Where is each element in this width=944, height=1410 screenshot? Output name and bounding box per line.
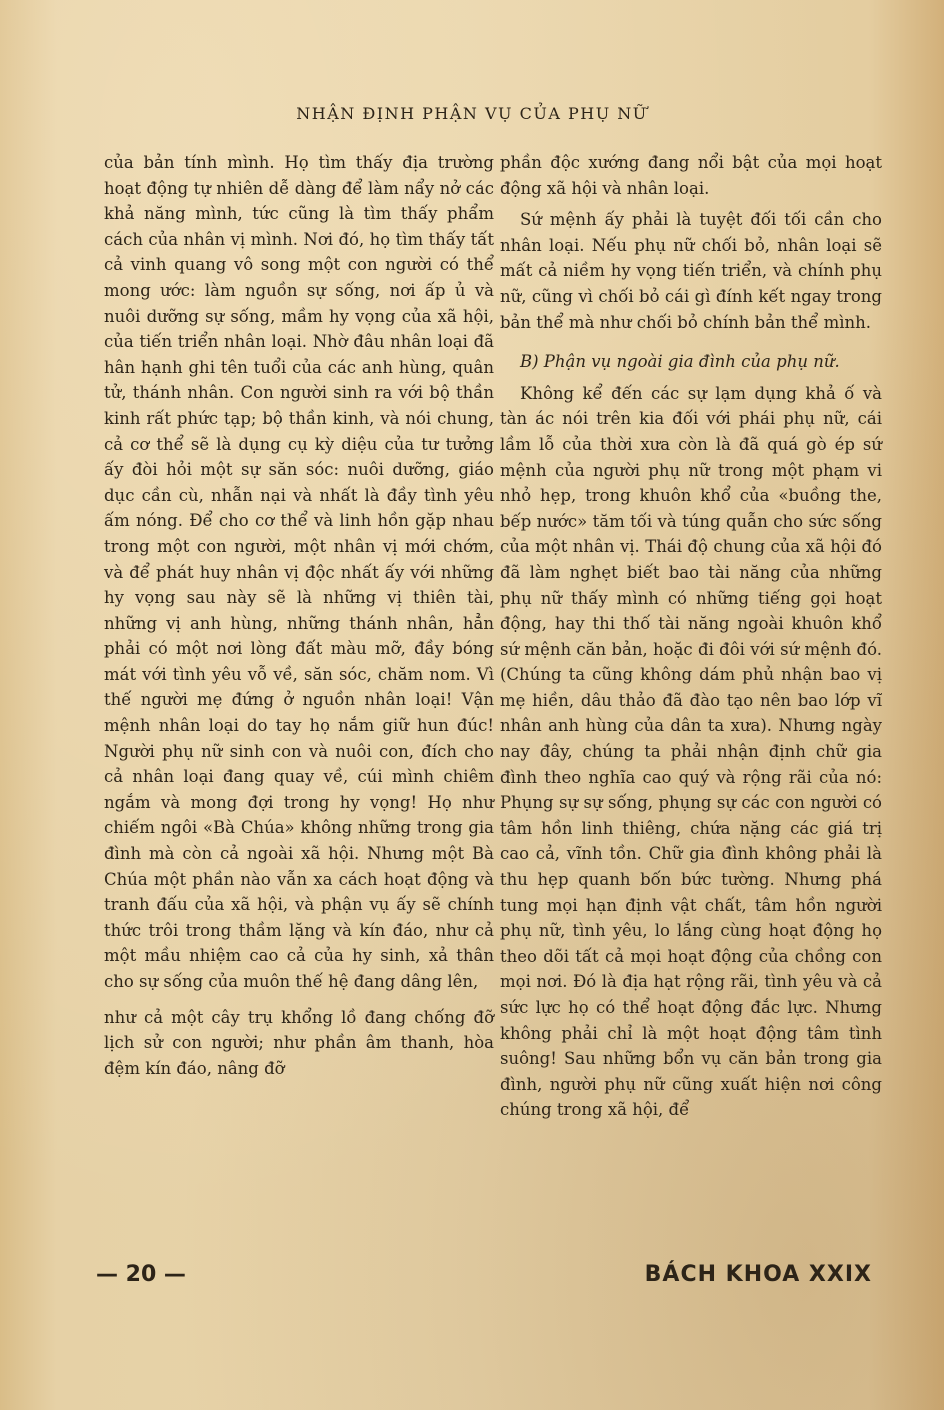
right-paragraph-3: Không kể đến các sự lạm dụng khả ố và tàn ác nói trên kia đối với phái phụ nữ, cái lầm lỗ của thời xưa còn là đã quá gò ép sứ mệnh của người phụ nữ trong một phạm vi nhỏ hẹp, trong khuôn khổ của «buồng the, bếp nước» tăm tối và túng quẫn cho sức sống của một nhân vị. Thái độ chung của xã hội đó đã làm nghẹt biết bao tài năng của những phụ nữ thấy mình có những tiếng gọi hoạt động, hay thi thố tài năng ngoài khuôn khổ sứ mệnh căn bản, hoặc đi đôi với sứ mệnh đó. (Chúng ta cũng không dám phủ nhận bao vị mẹ hiền, dâu thảo đã đào tạo nên bao lớp vĩ nhân anh hùng của dân ta xưa). Nhưng ngày nay đây, chúng ta phải nhận định chữ gia đình theo nghĩa cao quý và rộng rãi của nó: Phụng sự sự sống, phụng sự các con người có tâm hồn linh thiêng, chứa nặng các giá trị cao cả, vĩnh tồn. Chữ gia đình không phải là thu hẹp quanh bốn bức tường. Nhưng phá tung mọi hạn định vật chất, tâm hồn người phụ nữ, tình yêu, lo lắng cùng hoạt động họ theo dõi tất cả mọi hoạt động của chồng con mọi nơi. Đó là địa hạt rộng rãi, tình yêu và cả sức lực họ có thể hoạt động đắc lực. Nhưng không phải chỉ là một hoạt động tâm tình suông! Sau những bổn vụ căn bản trong gia đình, người phụ nữ cũng xuất hiện nơi công chúng trong xã hội, để — [500, 383, 882, 1120]
magazine-title: BÁCH KHOA XXIX — [644, 1262, 872, 1287]
running-head: NHẬN ĐỊNH PHẬN VỤ CỦA PHỤ NỮ — [296, 104, 648, 123]
left-column — [104, 150, 494, 1081]
left-paragraph-2: như cả một cây trụ khổng lồ đang chống đỡ lịch sử con người; như phần âm thanh, hòa đệm kín đáo, nâng đỡ — [104, 1007, 494, 1078]
right-paragraph-1: phần độc xướng đang nổi bật của mọi hoạt động xã hội và nhân loại. — [500, 153, 882, 198]
right-column — [500, 150, 882, 1123]
right-paragraph-2: Sứ mệnh ấy phải là tuyệt đối tối cần cho nhân loại. Nếu phụ nữ chối bỏ, nhân loại sẽ mất cả niềm hy vọng tiến triển, và chính phụ nữ, cũng vì chối bỏ cái gì đính kết ngay trong bản thể mà như chối bỏ chính bản thể mình. — [500, 210, 882, 332]
page-number: — 20 — — [96, 1262, 186, 1287]
section-subheading: B) Phận vụ ngoài gia đình của phụ nữ. — [520, 352, 840, 372]
left-paragraph-1: của bản tính mình. Họ tìm thấy địa trường hoạt động tự nhiên dễ dàng để làm nẩy nở các khả năng mình, tức cũng là tìm thấy phẩm cách của nhân vị mình. Nơi đó, họ tìm thấy tất cả vinh quang vô song một con người có thể mong ước: làm nguồn sự sống, nơi ấp ủ và nuôi dưỡng sự sống, mầm hy vọng của xã hội, của tiến triển nhân loại. Nhờ đâu nhân loại đã hân hạnh ghi tên tuổi của các anh hùng, quân tử, thánh nhân. Con người sinh ra với bộ thần kinh rất phức tạp; bộ thần kinh, và nói chung, cả cơ thể sẽ là dụng cụ kỳ diệu của tư tưởng ấy đòi hỏi một sự săn sóc: nuôi dưỡng, giáo dục cần cù, nhẫn nại và nhất là đầy tình yêu ấm nóng. Để cho cơ thể và linh hồn gặp nhau trong một con người, một nhân vị mới chớm, và để phát huy nhân vị độc nhất ấy với những hy vọng sau này sẽ là những vị thiên tài, những vị anh hùng, những thánh nhân, hẳn phải có một nơi lòng đất màu mỡ, đầy bóng mát với tình yêu vỗ về, săn sóc, chăm nom. Vì thế người mẹ đứng ở nguồn nhân loại! Vận mệnh nhân loại do tay họ nắm giữ hun đúc! Người phụ nữ sinh con và nuôi con, đích cho cả nhân loại đang quay về, cúi mình chiêm ngắm và mong đợi trong hy vọng! Họ như chiếm ngôi «Bà Chúa» không những trong gia đình mà còn cả ngoài xã hội. Nhưng một Bà Chúa một phần nào vẫn xa cách hoạt động và tranh đấu của xã hội, và phận vụ ấy sẽ chính thức trôi trong thầm lặng và kín đáo, như cả một mầu nhiệm cao cả của hy sinh, xả thân cho sự sống của muôn thế hệ đang dâng lên, — [104, 153, 494, 991]
